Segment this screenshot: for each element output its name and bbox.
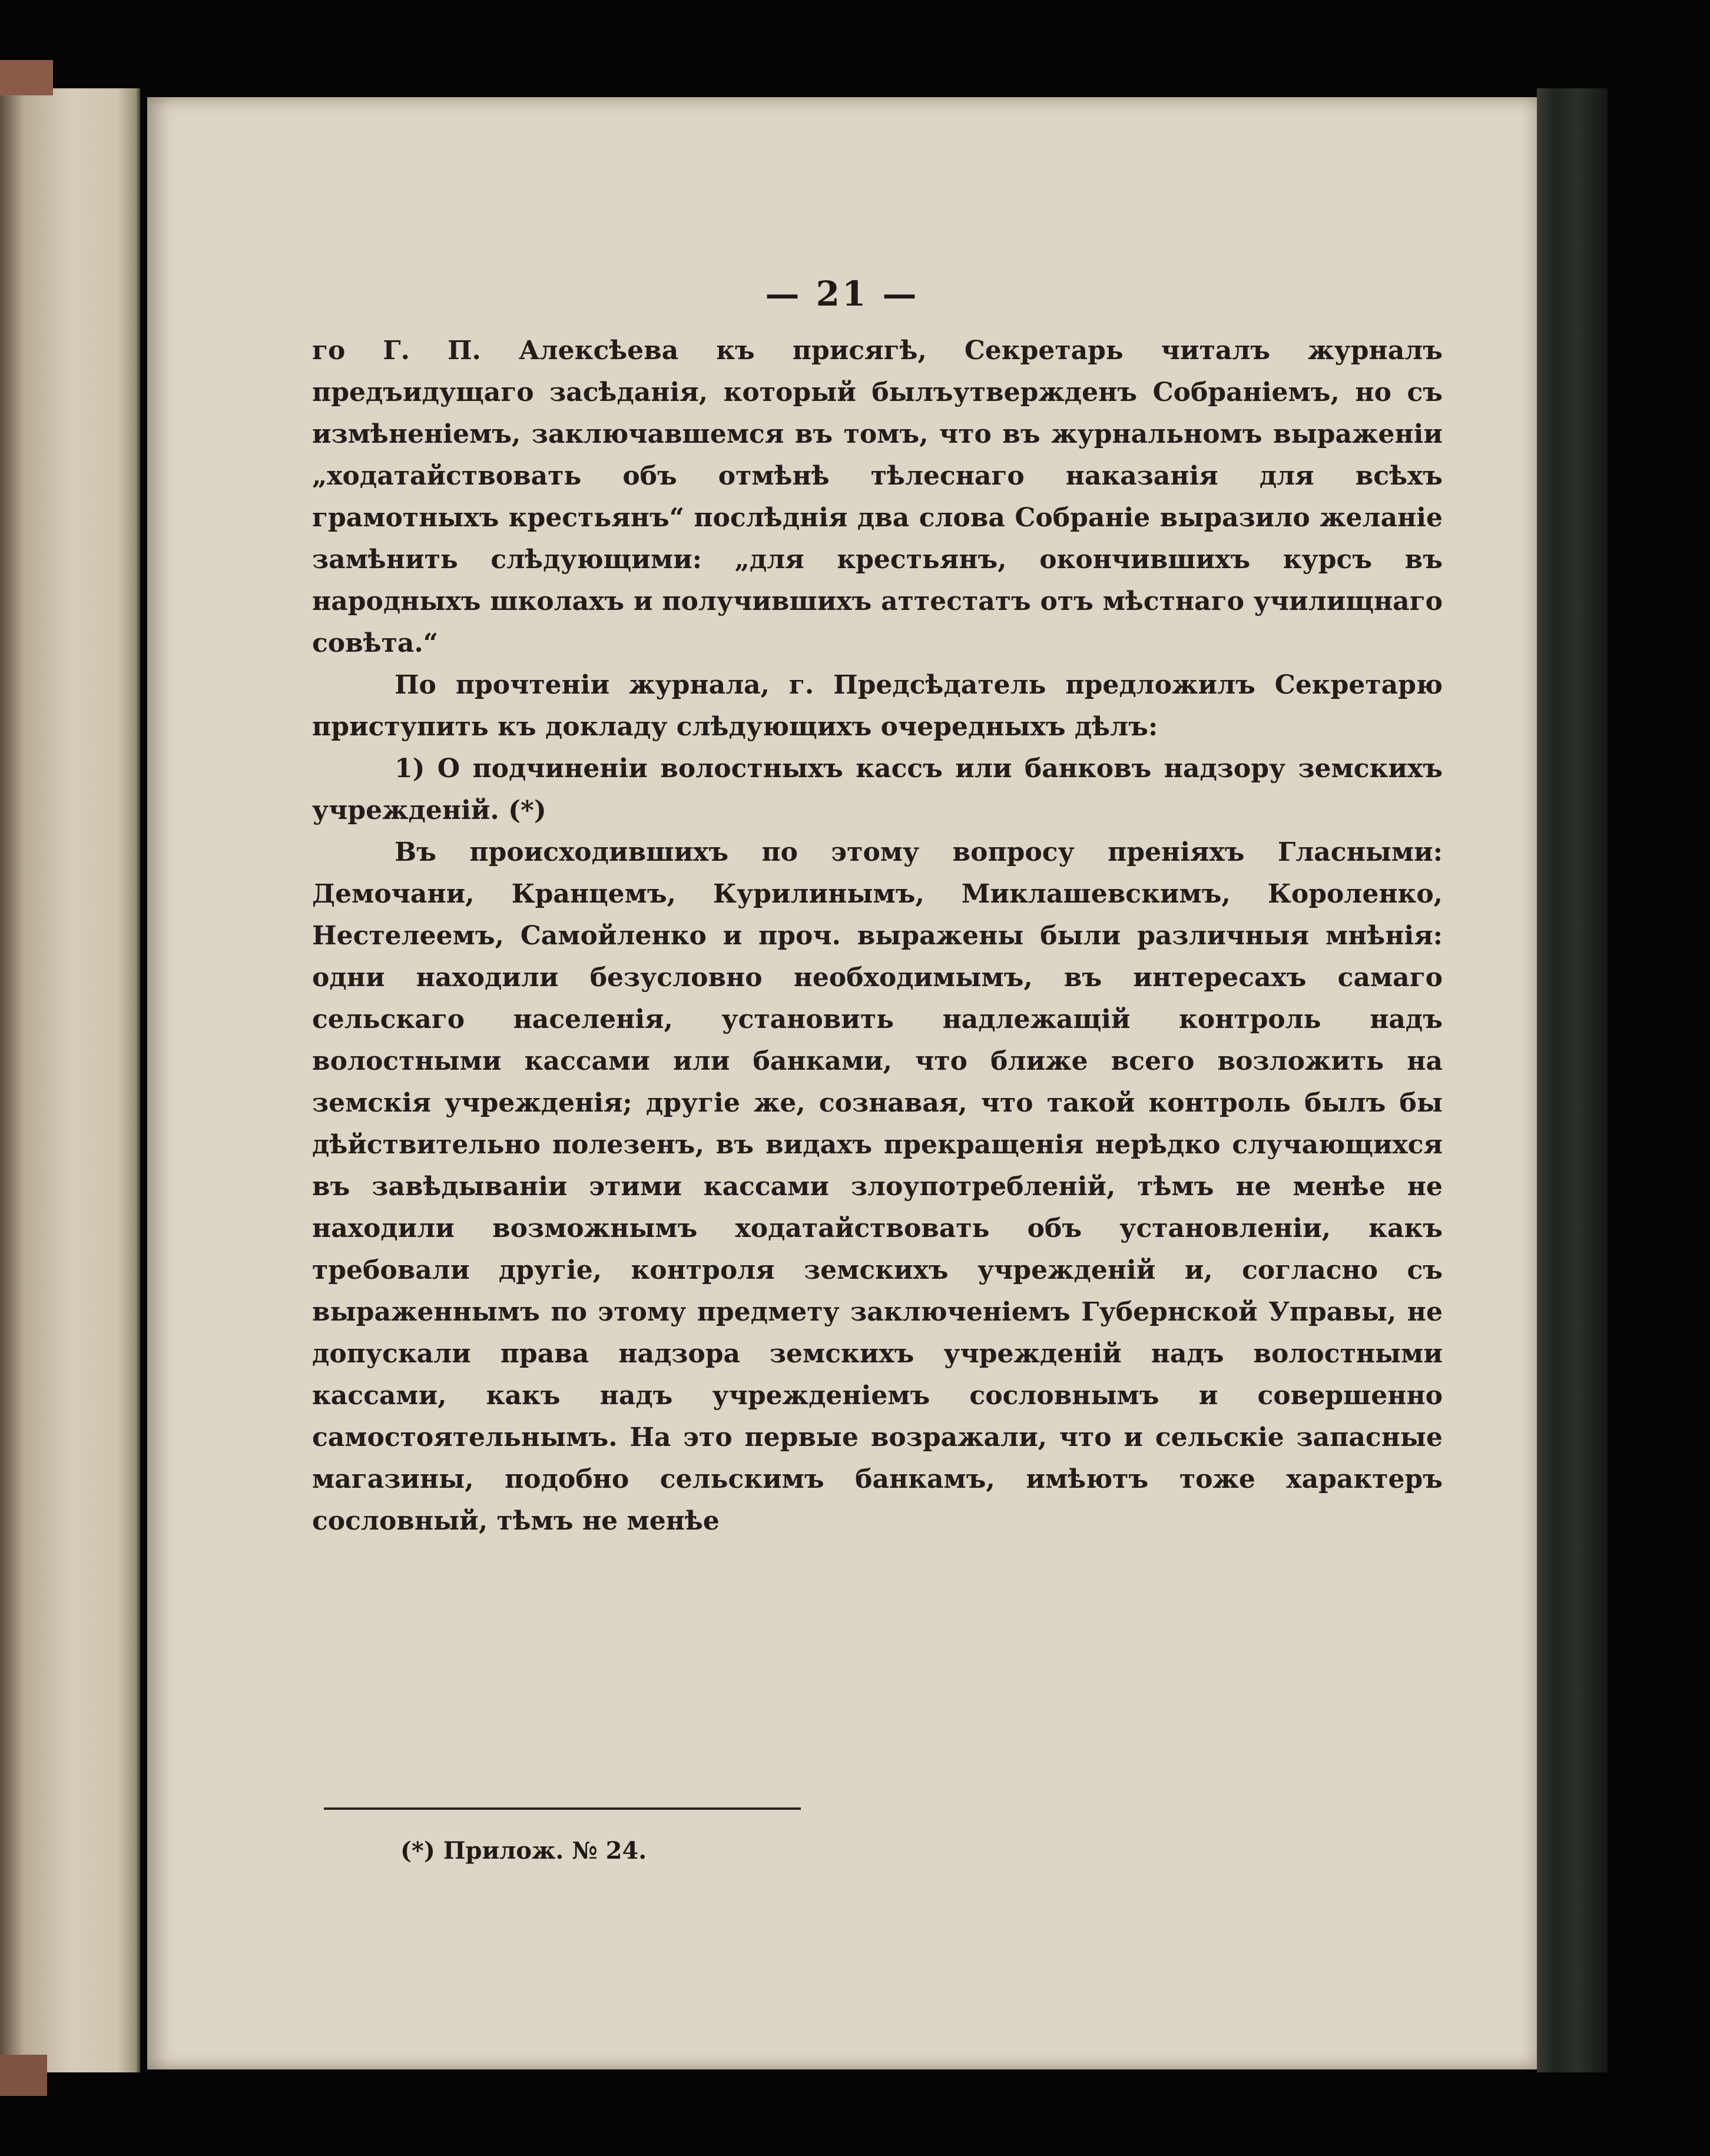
left-page-edge xyxy=(0,88,140,2072)
binding-cover-top xyxy=(0,60,53,95)
footnote-divider xyxy=(324,1807,801,1810)
paragraph-continuation: го Г. П. Алексѣева къ присягѣ, Секретарь читалъ журналъ предъидущаго засѣданія, который былъутвержденъ Собраніемъ, но съ измѣненіемъ, заключавшемся въ томъ, что въ журнальномъ выраженіи „ходатайствовать объ отмѣнѣ тѣлеснаго наказанія для всѣхъ грамотныхъ крестьянъ“ послѣднія два слова Собраніе выразило желаніе замѣнить слѣдующими: „для крестьянъ, окончившихъ курсъ въ народныхъ школахъ и получившихъ аттестатъ отъ мѣстнаго училищнаго совѣта.“ xyxy=(312,336,1443,658)
paragraph-reading-journal: По прочтеніи журнала, г. Предсѣдатель предложилъ Секретарю приступить къ докладу слѣдующихъ очередныхъ дѣлъ: xyxy=(312,670,1443,742)
page-number: — 21 — xyxy=(765,274,919,314)
paragraph-debate: Въ происходившихъ по этому вопросу преніяхъ Гласными: Демочани, Кранцемъ, Курилинымъ, Миклашевскимъ, Короленко, Нестелеемъ, Самойленко и проч. выражены были различныя мнѣнія: одни находили безусловно необходимымъ, въ интересахъ самаго сельскаго населенія, установить надлежащій контроль надъ волостными кассами или банками, что ближе всего возложить на земскія учрежденія; другіе же, сознавая, что такой контроль былъ бы дѣйствительно полезенъ, въ видахъ прекращенія нерѣдко случающихся въ завѣдываніи этими кассами злоупотребленій, тѣмъ не менѣе не находили возможнымъ ходатайствовать объ установленіи, какъ требовали другіе, контроля земскихъ учрежденій и, согласно съ выраженнымъ по этому предмету заключеніемъ Губернской Управы, не допускали права надзора земскихъ учрежденій надъ волостными кассами, какъ надъ учрежденіемъ сословнымъ и совершенно самостоятельнымъ. На это первые возражали, что и сельскіе запасные магазины, подобно сельскимъ банкамъ, имѣютъ тоже характеръ сословный, тѣмъ не менѣе xyxy=(312,837,1443,1536)
footnote: (*) Прилож. № 24. xyxy=(400,1837,647,1865)
book-page xyxy=(147,97,1537,2069)
body-text xyxy=(312,330,1443,1542)
paragraph-agenda-item-1: 1) О подчиненіи волостныхъ кассъ или банковъ надзору земскихъ учрежденій. (*) xyxy=(312,754,1443,825)
binding-cover-bottom xyxy=(0,2055,47,2096)
book-spine xyxy=(1537,88,1608,2072)
